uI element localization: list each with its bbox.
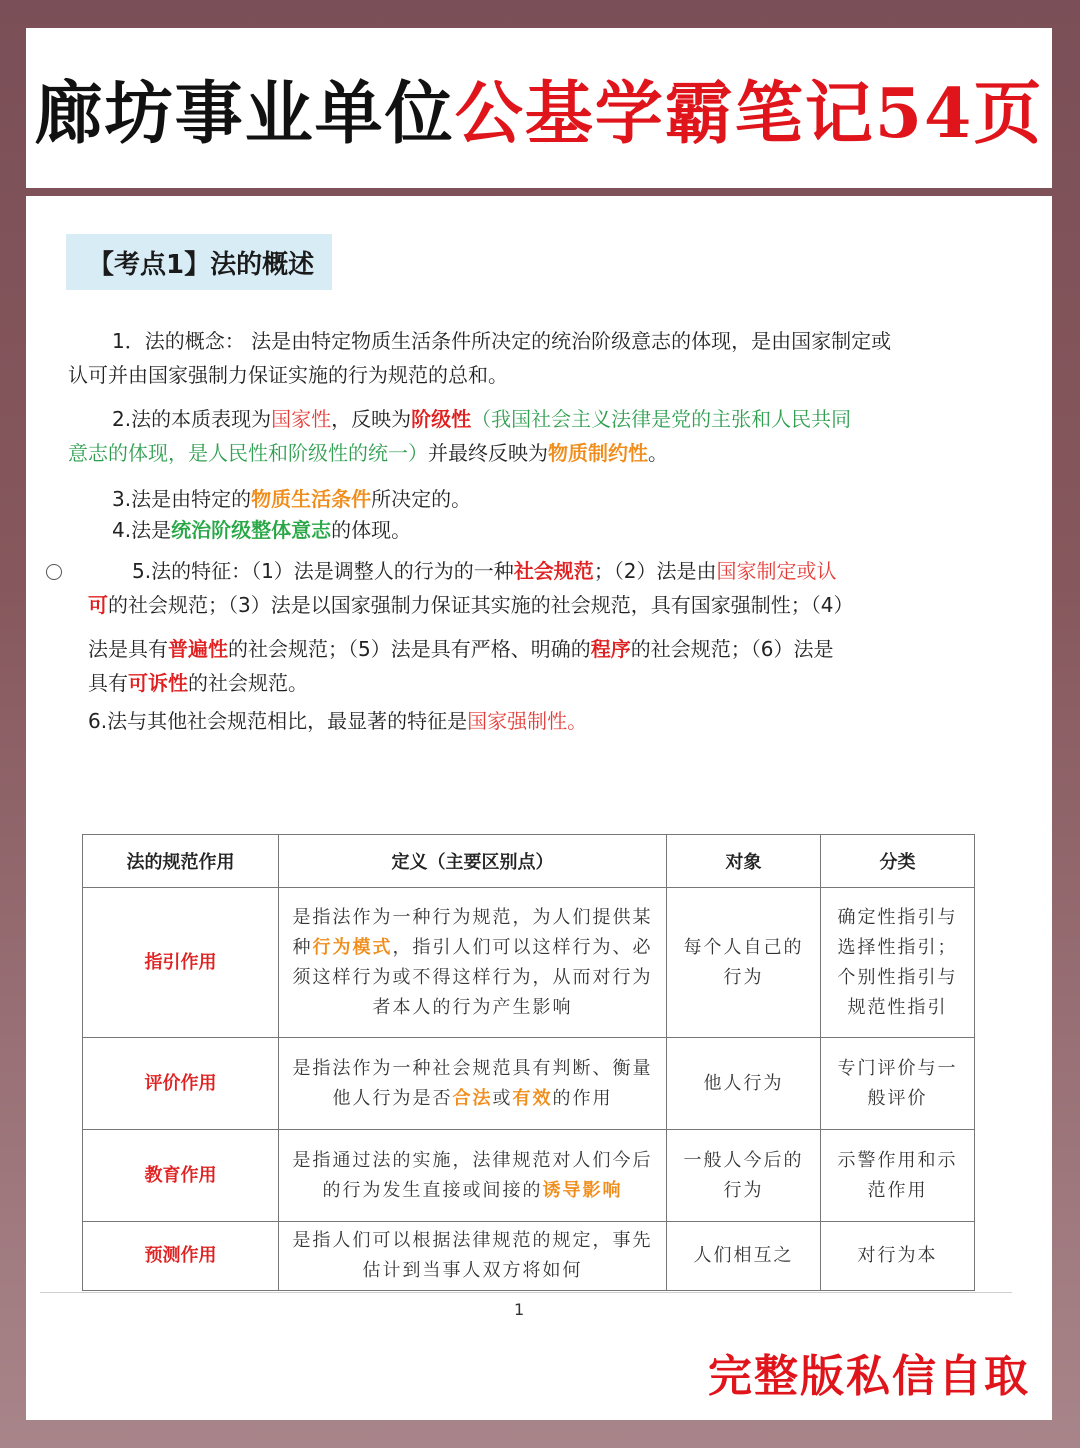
point-4-term: 统治阶级整体意志 — [171, 518, 332, 542]
table-row — [83, 1222, 975, 1291]
point-5-term-state-a: 国家制定或认 — [716, 559, 837, 583]
point-5-text-g: 法是具有 — [88, 637, 168, 661]
point-5 — [88, 554, 978, 700]
def-text: 或 — [492, 1087, 513, 1109]
point-2-term-material: 物质制约性 — [548, 441, 648, 465]
def-highlight: 诱导影响 — [542, 1179, 623, 1201]
page-number: 1 — [514, 1300, 525, 1319]
row-name: 预测作用 — [83, 1222, 279, 1291]
def-text: 是指通过法的实施，法律规范对人们今后的行为发生直接或间接的 — [292, 1149, 653, 1201]
point-5-term-universal: 普遍性 — [168, 637, 228, 661]
row-name: 评价作用 — [83, 1038, 279, 1130]
point-2-note-b: 意志的体现，是人民性和阶级性的统一） — [68, 441, 428, 465]
point-3-term: 物质生活条件 — [251, 487, 372, 511]
table-row — [83, 1130, 975, 1222]
point-2-text-g: 并最终反映为 — [428, 441, 548, 465]
point-3 — [68, 482, 968, 516]
point-6-text-c: 。 — [567, 709, 588, 733]
point-6-text-a: 6.法与其他社会规范相比，最显著的特征是 — [88, 709, 468, 733]
def-highlight: 有效 — [512, 1087, 553, 1109]
row-name: 教育作用 — [83, 1130, 279, 1222]
row-category: 确定性指引与选择性指引；个别性指引与规范性指引 — [821, 888, 975, 1038]
banner-title-black: 廊坊事业单位 — [34, 73, 455, 154]
point-5-term-actionable: 可诉性 — [128, 671, 188, 695]
title-banner — [26, 28, 1052, 188]
row-category: 专门评价与一般评价 — [821, 1038, 975, 1130]
table-header-row — [83, 835, 975, 888]
point-5-text-k: 的社会规范；（6）法是 — [630, 637, 834, 661]
def-highlight: 行为模式 — [312, 936, 393, 958]
point-1-line-b: 认可并由国家强制力保证实施的行为规范的总和。 — [68, 363, 508, 387]
point-5-text-c: ；（2）法是由 — [593, 559, 717, 583]
row-category: 对行为本 — [821, 1222, 975, 1291]
point-2 — [68, 402, 968, 470]
point-3-text-a: 3.法是由特定的 — [112, 487, 252, 511]
row-name: 指引作用 — [83, 888, 279, 1038]
row-definition — [279, 1130, 667, 1222]
row-category: 示警作用和示范作用 — [821, 1130, 975, 1222]
banner-title — [35, 60, 1044, 157]
point-5-text-n: 的社会规范。 — [188, 671, 308, 695]
point-5-term-state-b: 可 — [88, 593, 108, 617]
row-object: 每个人自己的行为 — [667, 888, 821, 1038]
point-4 — [68, 513, 968, 547]
point-5-text-f: 的社会规范；（3）法是以国家强制力保证其实施的社会规范，具有国家强制性；（4） — [108, 593, 854, 617]
row-definition: 是指人们可以根据法律规范的规定，事先估计到当事人双方将如何 — [279, 1222, 667, 1291]
header-category: 分类 — [821, 835, 975, 888]
row-object: 人们相互之 — [667, 1222, 821, 1291]
section-heading: 【考点1】法的概述 — [66, 234, 332, 290]
page-divider — [40, 1292, 1012, 1293]
point-5-term-social-norm: 社会规范 — [513, 559, 594, 583]
point-6-term: 国家强制性 — [467, 709, 568, 733]
point-4-text-a: 4.法是 — [112, 518, 172, 542]
point-1 — [68, 324, 968, 392]
header-object: 对象 — [667, 835, 821, 888]
row-definition — [279, 1038, 667, 1130]
def-text: ，指引人们可以这样行为、必须这样行为或不得这样行为，从而对行为者本人的行为产生影响 — [292, 936, 653, 1018]
point-5-text-a: 5.法的特征：（1）法是调整人的行为的一种 — [132, 559, 514, 583]
point-2-text-i: 。 — [648, 441, 668, 465]
point-4-text-c: 的体现。 — [331, 518, 412, 542]
row-object: 他人行为 — [667, 1038, 821, 1130]
document-page — [26, 196, 1052, 1420]
row-object: 一般人今后的行为 — [667, 1130, 821, 1222]
banner-title-red: 公基学霸笔记54页 — [454, 73, 1044, 154]
norm-functions-table — [82, 834, 975, 1291]
cta-text: 完整版私信自取 — [708, 1351, 1030, 1402]
def-text: 的作用 — [552, 1087, 613, 1109]
point-2-text-c: ，反映为 — [331, 407, 412, 431]
point-6 — [88, 704, 978, 738]
clock-icon — [46, 564, 62, 580]
point-1-line-a: 1．法的概念： 法是由特定物质生活条件所决定的统治阶级意志的体现，是由国家制定或 — [112, 329, 892, 353]
point-5-term-procedure: 程序 — [590, 637, 631, 661]
table-row — [83, 1038, 975, 1130]
header-definition: 定义（主要区别点） — [279, 835, 667, 888]
point-2-text-a: 2.法的本质表现为 — [112, 407, 272, 431]
point-5-text-l: 具有 — [88, 671, 128, 695]
point-2-term-nation: 国家性 — [271, 407, 332, 431]
row-definition — [279, 888, 667, 1038]
point-2-note-a: （我国社会主义法律是党的主张和人民共同 — [471, 407, 852, 431]
table-row — [83, 888, 975, 1038]
def-text: 是指法作为一种行为规范，为人们提供某种 — [292, 906, 653, 958]
def-text: 是指法作为一种社会规范具有判断、衡量他人行为是否 — [292, 1057, 653, 1109]
header-function: 法的规范作用 — [83, 835, 279, 888]
def-highlight: 合法 — [452, 1087, 493, 1109]
point-5-text-i: 的社会规范；（5）法是具有严格、明确的 — [228, 637, 591, 661]
point-3-text-c: 所决定的。 — [371, 487, 472, 511]
point-2-term-class: 阶级性 — [411, 407, 472, 431]
